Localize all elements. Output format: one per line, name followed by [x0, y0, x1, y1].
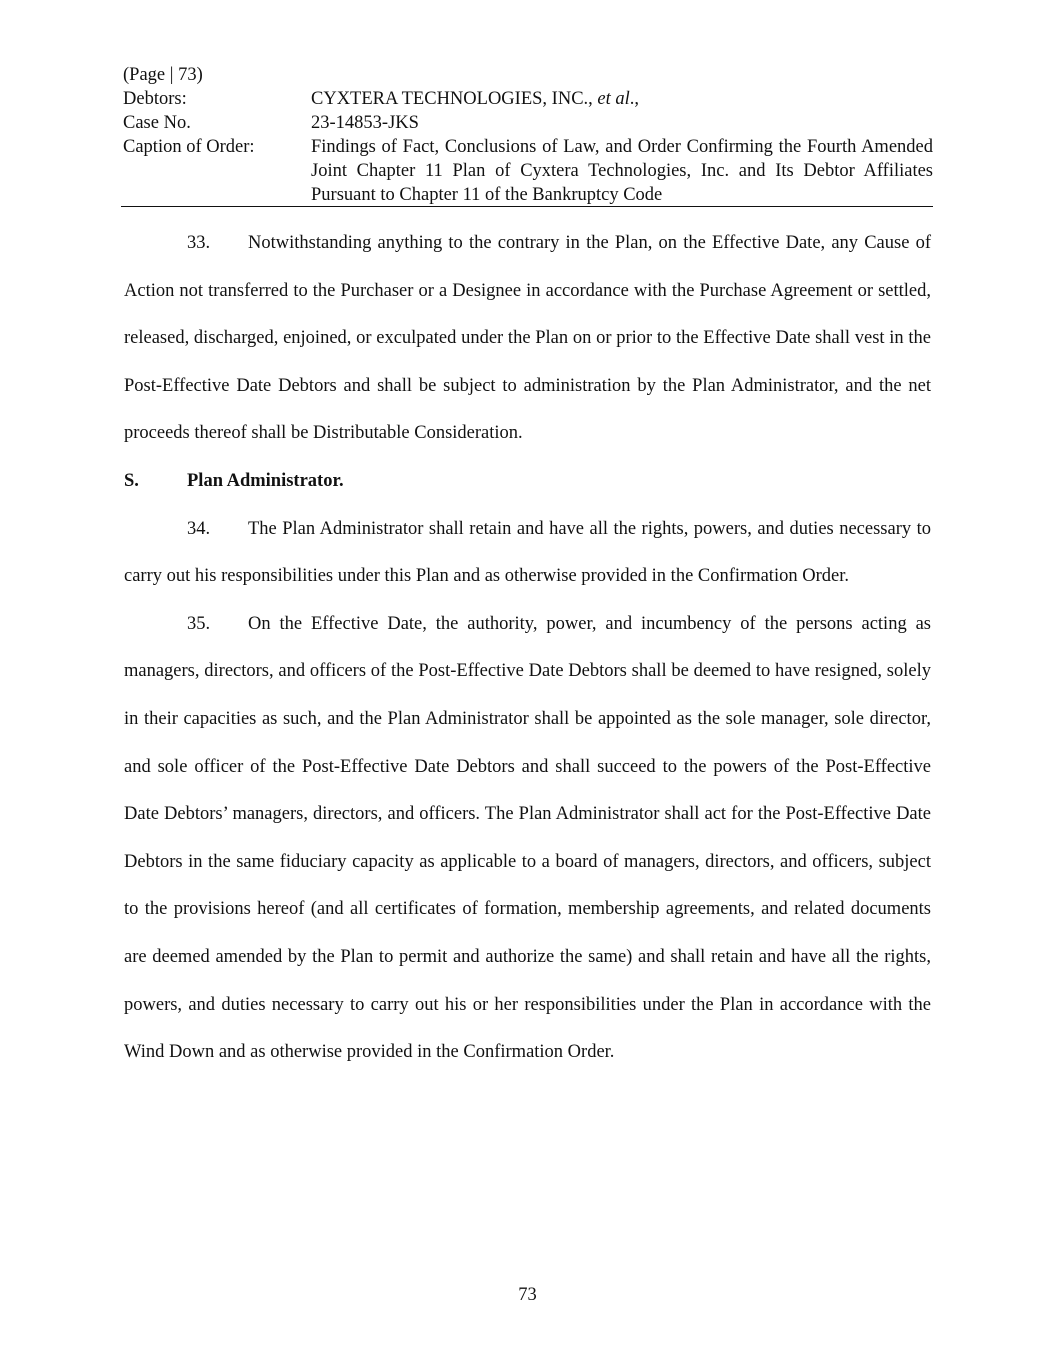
caption-label: Caption of Order: — [123, 137, 255, 157]
header-divider — [121, 206, 933, 207]
case-number-label: Case No. — [123, 113, 191, 133]
paragraph-text: The Plan Administrator shall retain and have all the rights, powers, and duties necessary to carry out his responsibilities under this Plan and as otherwise provided in the Confirmation Order. — [124, 518, 931, 587]
paragraph-number: 33. — [187, 233, 211, 253]
page-number: 73 — [518, 1285, 537, 1305]
caption-row — [123, 135, 933, 207]
paragraph-34 — [124, 506, 931, 601]
debtors-label: Debtors: — [123, 89, 187, 109]
section-letter: S. — [124, 470, 139, 491]
paragraph-33 — [124, 220, 931, 458]
debtors-value — [311, 87, 933, 111]
document-body — [124, 220, 931, 1077]
paragraph-text: On the Effective Date, the authority, power, and incumbency of the persons acting as managers, directors, and officers of the Post-Effective Date Debtors shall be deemed to have resigned, solely in their capacities as such, and the Plan Administrator shall be appointed as the sole manager, sole director, and sole officer of the Post-Effective Date Debtors and shall succeed to the powers of the Post-Effective Date Debtors’ managers, directors, and officers. The Plan Administrator shall act for the Post-Effective Date Debtors in the same fiduciary capacity as applicable to a board of managers, directors, and officers, subject to the provisions hereof (and all certificates of formation, membership agreements, and related documents are deemed amended by the Plan to permit and authorize the same) and shall retain and have all the rights, powers, and duties necessary to carry out his or her responsibilities under the Plan in accordance with the Wind Down and as otherwise provided in the Confirmation Order. — [124, 613, 931, 1063]
debtors-row — [123, 87, 933, 111]
caption-value: Findings of Fact, Conclusions of Law, and Order Confirming the Fourth Amended Joint Chapter 11 Plan of Cyxtera Technologies, Inc. and Its Debtor Affiliates Pursuant to Chapter 11 of the Bankruptcy Code — [311, 137, 933, 205]
paragraph-35 — [124, 601, 931, 1077]
page-reference-row — [123, 63, 933, 87]
page-header — [123, 63, 933, 207]
page-reference: (Page | 73) — [123, 65, 203, 85]
debtors-name: CYXTERA TECHNOLOGIES, INC., — [311, 89, 593, 109]
debtors-suffix: ., — [629, 89, 640, 109]
paragraph-text: Notwithstanding anything to the contrary in the Plan, on the Effective Date, any Cause of Action not transferred to the Purchaser or a Designee in accordance with the Purchase Agreement or settled, released, discharged, enjoined, or exculpated under the Plan on or prior to the Effective Date shall vest in the Post-Effective Date Debtors and shall be subject to administration by the Plan Administrator, and the net proceeds thereof shall be Distributable Consideration. — [124, 233, 931, 444]
case-number-row — [123, 111, 933, 135]
paragraph-number: 34. — [187, 518, 211, 539]
case-number-value: 23-14853-JKS — [311, 113, 419, 133]
debtors-etal: et al — [597, 89, 630, 109]
section-heading — [124, 458, 931, 506]
paragraph-number: 35. — [187, 613, 211, 634]
section-title: Plan Administrator. — [187, 470, 344, 491]
